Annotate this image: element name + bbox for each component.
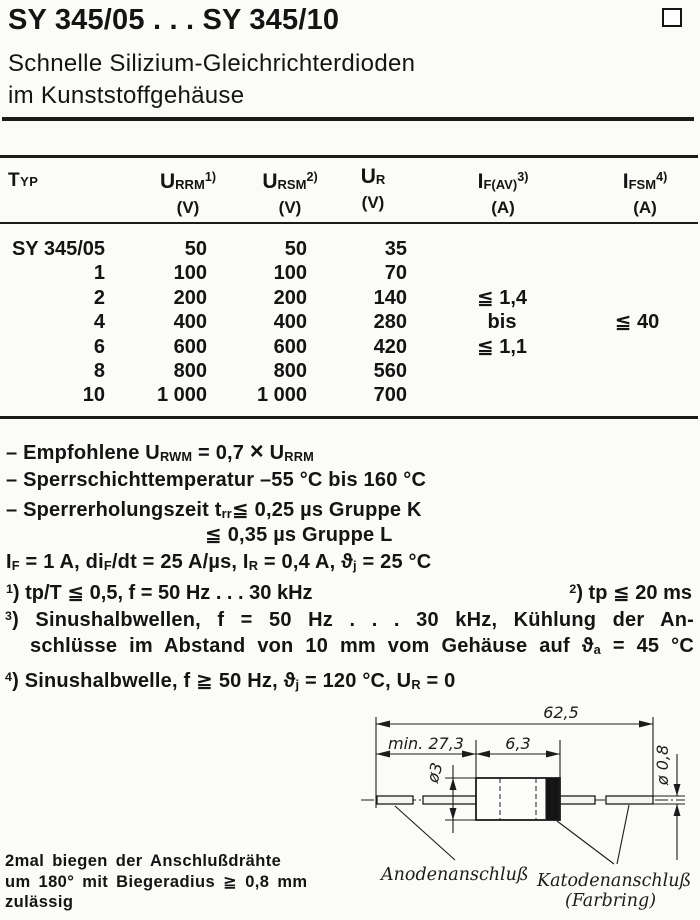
table-top-rule — [0, 155, 698, 158]
footnote-3-line-1: $^3$) Sinushalbwellen, f = 50 Hz . . . 30 kHz, Kühlung der An- — [5, 609, 694, 632]
page-subtitle — [8, 48, 415, 112]
cell-urrm: 800 — [173, 360, 207, 383]
note-recovery-time: – Sperrerholungszeit $t_{rr}≦$ 0,25 µs Gruppe K — [6, 499, 422, 521]
ur-symbol: $U_R$ — [360, 165, 386, 188]
anode-leader-line — [395, 806, 455, 860]
dim-overall-label: 62,5 — [543, 703, 579, 722]
cell-ur: 35 — [384, 238, 407, 260]
cell-ifav: ≦ 1,1 — [476, 335, 528, 358]
ratings-table — [0, 237, 700, 408]
col-header-ifsm — [585, 166, 700, 217]
cell-ursm: 400 — [273, 311, 307, 334]
anode-label: Anodenanschluß — [381, 865, 529, 885]
footnote-2: $^2$) tp ≦ 20 ms — [569, 581, 692, 604]
dia-lead-label: ø 0,8 — [653, 744, 672, 786]
note-recovery-lead: – Sperrerholungszeit $t_{rr}$ — [6, 499, 232, 521]
cell-typ: 8 — [93, 360, 105, 383]
cell-urrm: 1 000 — [156, 384, 207, 407]
cell-urrm: 600 — [173, 335, 207, 358]
table-row — [0, 383, 700, 407]
package-drawing — [333, 688, 700, 920]
col-header-typ — [8, 170, 38, 192]
note-junction-temp: – Sperrschichttemperatur –55 °C bis 160 °C — [6, 469, 427, 491]
bend-line-2: um 180° mit Biegeradius ≧ 0,8 mm — [5, 872, 308, 891]
ursm-symbol: $U_{RSM}^{2)}$ — [262, 169, 318, 193]
corner-square-icon — [662, 8, 682, 27]
urrm-symbol: $U_{RRM}^{1)}$ — [159, 169, 217, 193]
ifav-symbol: $I_{F(AV)}^{3)}$ — [477, 169, 529, 193]
dim-body-label: 6,3 — [505, 734, 531, 753]
table-row — [0, 237, 700, 261]
page-title: SY 345/05 . . . SY 345/10 — [8, 4, 340, 36]
bend-line-1: 2mal biegen der Anschlußdrähte — [5, 852, 282, 870]
subtitle-line-1: Schnelle Silizium-Gleichrichterdioden — [8, 50, 416, 77]
cell-ur: 140 — [373, 286, 407, 309]
note-recovery-group-l: ≦ 0,35 µs Gruppe L — [205, 524, 393, 546]
cell-typ: SY 345/05 — [11, 238, 105, 260]
table-header-rule — [0, 222, 698, 224]
cell-ursm: 50 — [284, 238, 307, 260]
times-icon: × — [249, 439, 264, 465]
footnote-row-1-2 — [6, 580, 692, 605]
cell-ur: 420 — [373, 335, 407, 358]
cathode-leader-line — [617, 805, 629, 864]
table-bottom-rule — [0, 416, 698, 419]
col-header-ur — [345, 166, 401, 212]
cell-ur: 280 — [373, 311, 407, 334]
test-conditions: $I_F = 1$ A, $di_F/dt = 25$ A/µs, $I_R = 0,4$ A, $ϑ_j = 25$ °C — [6, 551, 432, 573]
typ-label: Typ — [8, 170, 39, 191]
ifav-unit: (A) — [491, 197, 515, 217]
table-header — [0, 166, 700, 222]
bend-instruction — [5, 851, 308, 913]
cell-typ: 4 — [93, 311, 105, 334]
cell-ursm: 1 000 — [256, 384, 307, 407]
footnote-3-line-2: schlüsse im Abstand von 10 mm vom Gehäuse auf $ϑ_a = 45$ °C — [30, 635, 694, 657]
cell-urrm: 100 — [173, 262, 207, 285]
cell-ur: 70 — [384, 262, 407, 285]
table-row — [0, 310, 700, 334]
cell-urrm: 400 — [173, 311, 207, 334]
footnote-1: $^1$) tp/T ≦ 0,5, f = 50 Hz . . . 30 kHz — [6, 581, 313, 604]
ursm-unit: (V) — [278, 197, 302, 217]
anode-lead — [377, 796, 413, 804]
note-urwm: – Empfohlene $U_{RWM} = 0,7 \times U_{RRM}$ — [6, 439, 314, 465]
cell-typ: 1 — [93, 262, 105, 285]
cell-ifsm: ≦ 40 — [614, 311, 660, 334]
table-row — [0, 286, 700, 310]
cell-ursm: 800 — [273, 360, 307, 383]
urrm-unit: (V) — [176, 197, 200, 217]
cell-ur: 700 — [373, 384, 407, 407]
cell-urrm: 50 — [184, 238, 207, 260]
anode-lead — [423, 796, 476, 804]
cell-urrm: 200 — [173, 286, 207, 309]
col-header-urrm — [146, 166, 230, 217]
ur-unit: (V) — [361, 193, 385, 212]
ifsm-symbol: $I_{FSM}^{4)}$ — [622, 169, 668, 193]
dim-lead-label: min. 27,3 — [388, 734, 464, 753]
table-row — [0, 359, 700, 383]
cathode-leader-line — [557, 821, 614, 864]
cell-typ: 6 — [93, 335, 105, 358]
ifsm-unit: (A) — [633, 197, 657, 217]
col-header-ifav — [443, 166, 563, 217]
cathode-lead — [606, 796, 653, 804]
cell-typ: 2 — [93, 286, 105, 309]
cathode-lead — [560, 796, 595, 804]
cell-ursm: 600 — [273, 335, 307, 358]
dia-body-label: ø3 — [422, 760, 447, 785]
bend-line-3: zulässig — [5, 893, 74, 911]
cell-ifav: ≦ 1,4 — [476, 286, 528, 309]
footnote-4: $^4$) Sinushalbwelle, f ≧ 50 Hz, $ϑ_j = 120$ °C, $U_R = 0$ — [5, 669, 456, 692]
subtitle-line-2: im Kunststoffgehäuse — [8, 82, 245, 109]
cell-ursm: 200 — [273, 286, 307, 309]
col-header-ursm — [248, 166, 332, 217]
cell-ur: 560 — [373, 360, 407, 383]
cell-ursm: 100 — [273, 262, 307, 285]
cell-typ: 10 — [82, 384, 105, 407]
cathode-label: Katodenanschluß — [537, 871, 692, 891]
cell-ifav: bis — [487, 311, 517, 334]
table-row — [0, 261, 700, 285]
divider-rule — [2, 117, 694, 121]
table-row — [0, 335, 700, 359]
cathode-sub-label: (Farbring) — [565, 891, 657, 911]
